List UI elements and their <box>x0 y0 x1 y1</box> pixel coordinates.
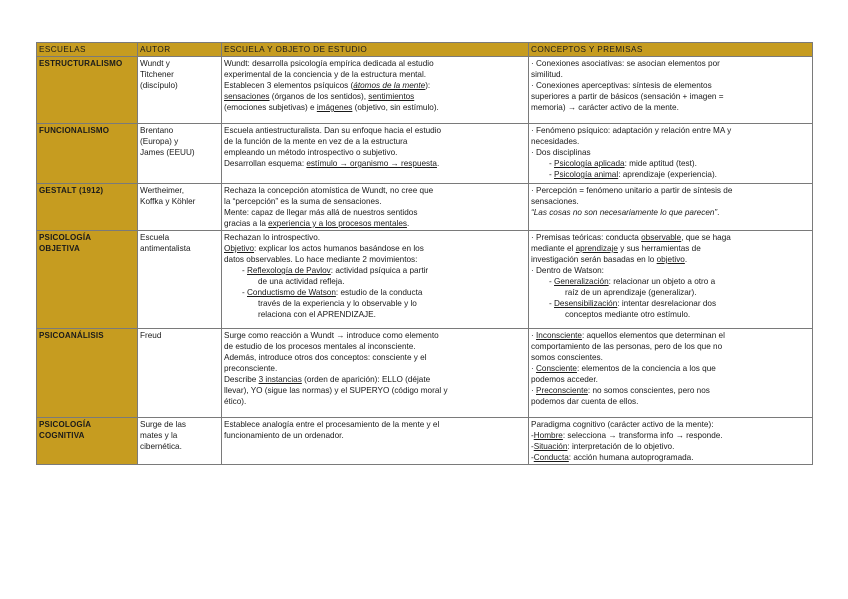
text-run: memoria) → carácter activo de la mente. <box>531 103 679 112</box>
text-run: Inconsciente <box>536 331 582 340</box>
cell-line <box>531 298 810 309</box>
text-run: . <box>406 219 410 228</box>
text-run: similitud. <box>531 70 563 79</box>
text-run: observable <box>641 233 682 242</box>
text-run: empleando un método introspectivo o subjetivo. <box>224 148 398 157</box>
text-run: ético). <box>224 397 247 406</box>
text-run: Consciente <box>536 364 577 373</box>
cell-line <box>224 265 526 276</box>
text-run: Reflexología de Pavlov <box>247 266 331 275</box>
cell-line: Brentano <box>140 126 174 135</box>
text-run: sensaciones <box>224 92 270 101</box>
text-run: aprendizaje <box>575 244 618 253</box>
cell-line <box>531 452 810 463</box>
text-run: Describe <box>224 375 259 384</box>
text-run: : explicar los actos humanos basándose en los <box>254 244 424 253</box>
text-run: : selecciona → transforma info → responde. <box>562 431 723 440</box>
text-run: · Percepción = fenómeno unitario a partir de síntesis de <box>531 186 733 195</box>
text-run: estímulo → organismo → respuesta <box>306 159 437 168</box>
conceptos-cell <box>529 418 813 465</box>
text-run: somos conscientes. <box>531 353 603 362</box>
text-run: datos observables. Lo hace mediante 2 movimientos: <box>224 255 418 264</box>
cell-line: Koffka y Köhler <box>140 197 196 206</box>
text-run: - <box>531 431 534 440</box>
text-run: relaciona con el APRENDIZAJE. <box>258 310 376 319</box>
cell-line <box>531 169 810 180</box>
cell-line <box>224 158 526 169</box>
text-run: - <box>242 288 248 297</box>
text-run: : actividad psíquica a partir <box>330 266 429 275</box>
cell-line: OBJETIVA <box>39 244 81 253</box>
cell-line <box>224 396 526 407</box>
cell-line <box>531 185 810 196</box>
objeto-cell <box>222 418 529 465</box>
autor-cell <box>138 57 222 124</box>
escuela-cell <box>37 231 138 329</box>
text-run: : aprendizaje (experiencia). <box>618 170 717 179</box>
text-run: átomos de la mente <box>353 81 426 90</box>
text-run: Situación <box>533 442 568 451</box>
text-run: Hombre <box>533 431 563 440</box>
text-run: conceptos mediante otro estímulo. <box>565 310 691 319</box>
text-run: - <box>549 299 555 308</box>
text-run: (órganos de los sentidos), <box>269 92 369 101</box>
cell-line <box>531 207 810 218</box>
cell-line <box>531 385 810 396</box>
text-run: Generalización <box>554 277 609 286</box>
header-escuelas: ESCUELAS <box>37 43 138 57</box>
cell-line <box>224 91 526 102</box>
cell-line <box>224 385 526 396</box>
cell-line <box>531 330 810 341</box>
text-run: Wundt: desarrolla psicología empírica dedicada al estudio <box>224 59 434 68</box>
table-body <box>37 57 813 465</box>
text-run: experiencia y a los procesos mentales <box>268 219 407 228</box>
table-row <box>37 124 813 184</box>
autor-cell <box>138 124 222 184</box>
cell-line: ESTRUCTURALISMO <box>39 59 123 68</box>
cell-line <box>531 196 810 207</box>
text-run: Establece analogía entre el procesamiento de la mente y el <box>224 420 440 429</box>
cell-line <box>224 185 526 196</box>
text-run: imágenes <box>316 103 353 112</box>
cell-line: Escuela <box>140 233 170 242</box>
header-conceptos: CONCEPTOS Y PREMISAS <box>529 43 813 57</box>
cell-line: Freud <box>140 331 162 340</box>
escuela-cell <box>37 418 138 465</box>
text-run: - <box>531 442 534 451</box>
text-run: (emociones subjetivas) e <box>224 103 317 112</box>
cell-line: FUNCIONALISMO <box>39 126 110 135</box>
text-run: través de la experiencia y lo observable y lo <box>258 299 417 308</box>
objeto-cell <box>222 231 529 329</box>
cell-line <box>224 419 526 430</box>
text-run: - <box>549 170 555 179</box>
conceptos-cell <box>529 57 813 124</box>
text-run: ): <box>425 81 431 90</box>
text-run: · <box>531 386 537 395</box>
cell-line <box>224 232 526 243</box>
cell-line: COGNITIVA <box>39 431 85 440</box>
cell-line <box>531 341 810 352</box>
text-run: la “percepción” es la suma de sensaciones. <box>224 197 382 206</box>
text-run: de estudio de los procesos mentales al inconsciente. <box>224 342 416 351</box>
text-run: funcionamiento de un ordenador. <box>224 431 344 440</box>
cell-line <box>531 158 810 169</box>
cell-line <box>531 243 810 254</box>
text-run: raíz de un aprendizaje (generalizar). <box>565 288 697 297</box>
cell-line <box>224 341 526 352</box>
conceptos-cell <box>529 184 813 231</box>
conceptos-cell <box>529 329 813 418</box>
cell-line: Titchener <box>140 70 174 79</box>
cell-line <box>531 102 810 113</box>
text-run: · Premisas teóricas: conducta <box>531 233 642 242</box>
cell-line <box>224 309 526 320</box>
cell-line <box>224 352 526 363</box>
escuela-cell <box>37 184 138 231</box>
cell-line: antimentalista <box>140 244 191 253</box>
text-run: · <box>531 331 537 340</box>
cell-line <box>531 147 810 158</box>
cell-line: GESTALT (1912) <box>39 186 104 195</box>
table-row <box>37 418 813 465</box>
text-run: “Las cosas no son necesariamente lo que parecen” <box>531 208 718 217</box>
text-run: - <box>549 277 555 286</box>
text-run: comportamiento de las personas, pero de los que no <box>531 342 723 351</box>
cell-line <box>224 147 526 158</box>
objeto-cell <box>222 124 529 184</box>
text-run: y sus herramientas de <box>617 244 701 253</box>
text-run: Escuela antiestructuralista. Dan su enfoque hacia el estudio <box>224 126 442 135</box>
cell-line <box>224 276 526 287</box>
cell-line <box>224 330 526 341</box>
cell-line: PSICOLOGÍA <box>39 420 92 429</box>
cell-line <box>531 309 810 320</box>
text-run: Preconsciente <box>536 386 588 395</box>
cell-line <box>531 419 810 430</box>
cell-line: Wertheimer, <box>140 186 184 195</box>
text-run: Desensibilización <box>554 299 618 308</box>
text-run: podemos dar cuenta de ellos. <box>531 397 639 406</box>
cell-line <box>531 363 810 374</box>
autor-cell <box>138 184 222 231</box>
text-run: : relacionar un objeto a otro a <box>608 277 716 286</box>
text-run: investigación serán basadas en lo <box>531 255 657 264</box>
cell-line: (Europa) y <box>140 137 179 146</box>
text-run: Además, introduce otros dos conceptos: consciente y el <box>224 353 427 362</box>
text-run: Psicología aplicada <box>554 159 625 168</box>
conceptos-cell <box>529 231 813 329</box>
cell-line: PSICOLOGÍA <box>39 233 92 242</box>
text-run: experimental de la conciencia y de la estructura mental. <box>224 70 427 79</box>
text-run: - <box>531 453 534 462</box>
text-run: Conducta <box>533 453 569 462</box>
text-run: Rechazan lo introspectivo. <box>224 233 321 242</box>
text-run: : no somos conscientes, pero nos <box>587 386 710 395</box>
text-run: necesidades. <box>531 137 580 146</box>
text-run: sentimientos <box>368 92 415 101</box>
text-run: · Conexiones asociativas: se asocian elementos por <box>531 59 720 68</box>
cell-line: James (EEUU) <box>140 148 195 157</box>
conceptos-cell <box>529 124 813 184</box>
text-run: . <box>436 159 440 168</box>
autor-cell <box>138 329 222 418</box>
cell-line <box>531 136 810 147</box>
text-run: : estudio de la conducta <box>335 288 423 297</box>
text-run: gracias a la <box>224 219 269 228</box>
cell-line <box>531 265 810 276</box>
text-run: · <box>531 364 537 373</box>
cell-line: Wundt y <box>140 59 170 68</box>
escuela-cell <box>37 57 138 124</box>
text-run: podemos acceder. <box>531 375 598 384</box>
text-run: Mente: capaz de llegar más allá de nuestros sentidos <box>224 208 418 217</box>
text-run: . <box>717 208 720 217</box>
text-run: (objetivo, sin estímulo). <box>352 103 439 112</box>
cell-line <box>531 80 810 91</box>
text-run: 3 instancias <box>258 375 302 384</box>
text-run: · Fenómeno psíquico: adaptación y relación entre MA y <box>531 126 732 135</box>
cell-line <box>531 396 810 407</box>
text-run: mediante el <box>531 244 576 253</box>
text-run: superiores a partir de básicos (sensación + imagen = <box>531 92 724 101</box>
schools-table <box>36 42 813 465</box>
text-run: Psicología animal <box>554 170 619 179</box>
cell-line: PSICOANÁLISIS <box>39 331 104 340</box>
table-row <box>37 57 813 124</box>
cell-line <box>224 254 526 265</box>
cell-line <box>531 91 810 102</box>
cell-line <box>531 287 810 298</box>
cell-line <box>531 254 810 265</box>
cell-line <box>224 363 526 374</box>
cell-line <box>224 125 526 136</box>
cell-line <box>531 125 810 136</box>
text-run: Conductismo de Watson <box>247 288 336 297</box>
autor-cell <box>138 418 222 465</box>
cell-line <box>531 276 810 287</box>
text-run: de una actividad refleja. <box>258 277 345 286</box>
text-run: Desarrollan esquema: <box>224 159 307 168</box>
text-run: : acción humana autoprogramada. <box>568 453 694 462</box>
cell-line <box>224 58 526 69</box>
text-run: : mide aptitud (test). <box>624 159 697 168</box>
header-objeto: ESCUELA Y OBJETO DE ESTUDIO <box>222 43 529 57</box>
cell-line <box>224 207 526 218</box>
text-run: · Dos disciplinas <box>531 148 591 157</box>
objeto-cell <box>222 57 529 124</box>
table-row <box>37 329 813 418</box>
text-run: sensaciones. <box>531 197 579 206</box>
text-run: preconsciente. <box>224 364 278 373</box>
cell-line <box>531 441 810 452</box>
cell-line <box>224 69 526 80</box>
table-row <box>37 231 813 329</box>
text-run: - <box>549 159 555 168</box>
cell-line <box>224 136 526 147</box>
autor-cell <box>138 231 222 329</box>
text-run: · Conexiones aperceptivas: síntesis de elementos <box>531 81 712 90</box>
text-run: : intentar desrelacionar dos <box>617 299 717 308</box>
text-run: (orden de aparición): ELLO (déjate <box>301 375 431 384</box>
cell-line: Surge de las <box>140 420 186 429</box>
cell-line: (discípulo) <box>140 81 178 90</box>
text-run: : aquellos elementos que determinan el <box>582 331 725 340</box>
text-run: · Dentro de Watson: <box>531 266 604 275</box>
objeto-cell <box>222 329 529 418</box>
text-run: Paradigma cognitivo (carácter activo de la mente): <box>531 420 714 429</box>
cell-line <box>224 287 526 298</box>
text-run: de la función de la mente en vez de a la estructura <box>224 137 408 146</box>
cell-line <box>531 352 810 363</box>
text-run: . <box>684 255 688 264</box>
cell-line <box>531 232 810 243</box>
header-autor: AUTOR <box>138 43 222 57</box>
text-run: Establecen 3 elementos psíquicos ( <box>224 81 354 90</box>
text-run: objetivo <box>656 255 685 264</box>
cell-line <box>224 196 526 207</box>
cell-line <box>531 430 810 441</box>
cell-line: cibernética. <box>140 442 182 451</box>
cell-line <box>224 243 526 254</box>
text-run: Rechaza la concepción atomística de Wundt, no cree que <box>224 186 434 195</box>
cell-line: mates y la <box>140 431 178 440</box>
header-row <box>37 43 813 57</box>
cell-line <box>224 102 526 113</box>
text-run: : interpretación de lo objetivo. <box>567 442 675 451</box>
text-run: : elementos de la conciencia a los que <box>576 364 716 373</box>
cell-line <box>531 69 810 80</box>
text-run: - <box>242 266 248 275</box>
cell-line <box>531 374 810 385</box>
cell-line <box>224 430 526 441</box>
text-run: , que se haga <box>681 233 731 242</box>
objeto-cell <box>222 184 529 231</box>
cell-line <box>531 58 810 69</box>
cell-line <box>224 374 526 385</box>
escuela-cell <box>37 124 138 184</box>
text-run: Surge como reacción a Wundt → introduce como elemento <box>224 331 439 340</box>
text-run: llevar), YO (sigue las normas) y el SUPERYO (código moral y <box>224 386 448 395</box>
cell-line <box>224 218 526 229</box>
text-run: Objetivo <box>224 244 255 253</box>
cell-line <box>224 80 526 91</box>
escuela-cell <box>37 329 138 418</box>
table-row <box>37 184 813 231</box>
cell-line <box>224 298 526 309</box>
